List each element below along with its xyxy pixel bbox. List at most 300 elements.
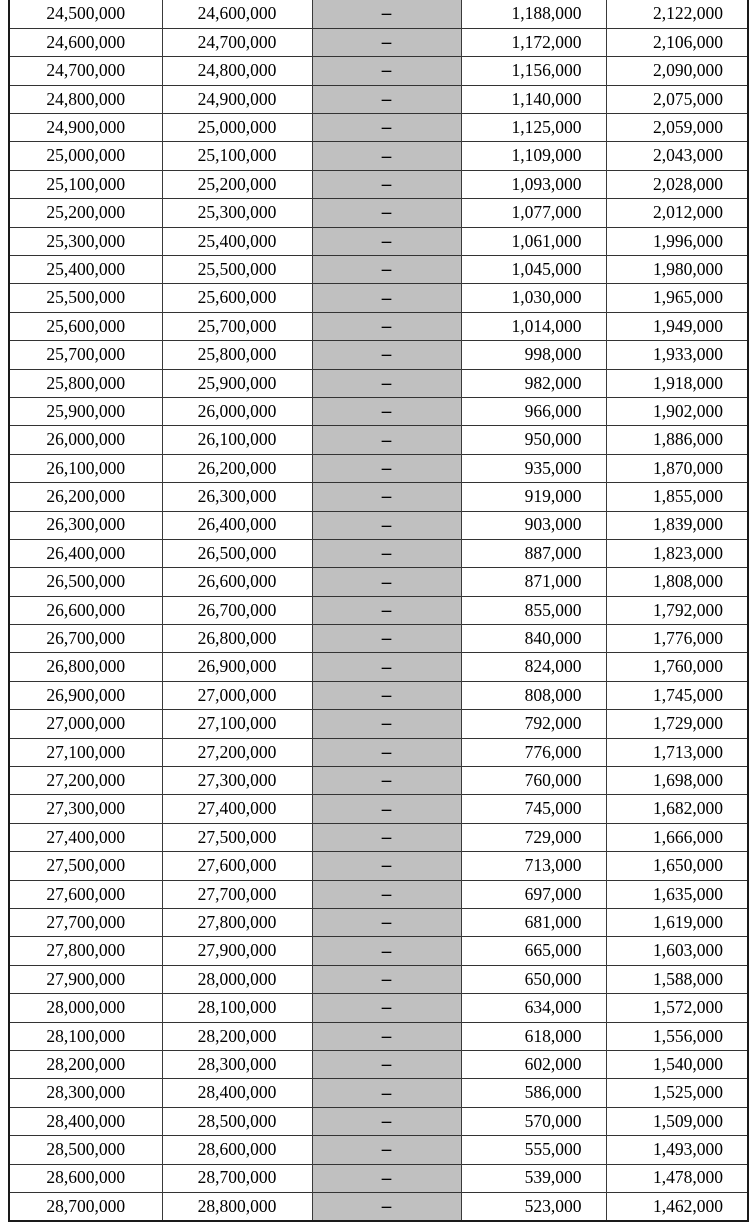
cell-dash: [312, 1164, 461, 1192]
cell-amount-1: 1,125,000: [461, 114, 606, 142]
dash-icon: –: [381, 457, 392, 479]
dash-icon: –: [381, 401, 392, 423]
dash-icon: –: [381, 259, 392, 281]
cell-dash: [312, 568, 461, 596]
cell-over: 25,300,000: [9, 227, 162, 255]
cell-amount-1: 1,045,000: [461, 256, 606, 284]
cell-not-over: 26,300,000: [162, 483, 312, 511]
cell-over: 26,600,000: [9, 596, 162, 624]
cell-amount-2: 1,808,000: [606, 568, 748, 596]
cell-over: 27,000,000: [9, 710, 162, 738]
dash-icon: –: [381, 827, 392, 849]
cell-dash: [312, 965, 461, 993]
cell-not-over: 24,800,000: [162, 57, 312, 85]
cell-amount-1: 618,000: [461, 1022, 606, 1050]
cell-not-over: 25,300,000: [162, 199, 312, 227]
cell-dash: [312, 483, 461, 511]
cell-not-over: 27,800,000: [162, 909, 312, 937]
cell-dash: [312, 994, 461, 1022]
cell-amount-1: 586,000: [461, 1079, 606, 1107]
dash-icon: –: [381, 486, 392, 508]
table-row: [9, 284, 748, 312]
cell-not-over: 27,500,000: [162, 823, 312, 851]
cell-amount-1: 966,000: [461, 397, 606, 425]
table-row: [9, 738, 748, 766]
cell-amount-2: 1,572,000: [606, 994, 748, 1022]
cell-dash: [312, 681, 461, 709]
cell-dash: [312, 227, 461, 255]
cell-not-over: 26,000,000: [162, 397, 312, 425]
cell-not-over: 28,000,000: [162, 965, 312, 993]
cell-not-over: 27,700,000: [162, 880, 312, 908]
cell-not-over: 25,500,000: [162, 256, 312, 284]
cell-not-over: 28,500,000: [162, 1107, 312, 1135]
table-row: [9, 114, 748, 142]
table-row: [9, 1107, 748, 1135]
cell-over: 28,700,000: [9, 1192, 162, 1220]
cell-over: 26,900,000: [9, 681, 162, 709]
table-row: [9, 823, 748, 851]
cell-amount-2: 1,870,000: [606, 454, 748, 482]
tax-rate-schedule-table: [8, 0, 749, 1222]
cell-dash: [312, 114, 461, 142]
cell-not-over: 26,600,000: [162, 568, 312, 596]
cell-not-over: 25,000,000: [162, 114, 312, 142]
cell-amount-1: 903,000: [461, 511, 606, 539]
dash-icon: –: [381, 230, 392, 252]
cell-over: 24,900,000: [9, 114, 162, 142]
cell-dash: [312, 170, 461, 198]
cell-amount-2: 1,682,000: [606, 795, 748, 823]
cell-over: 25,200,000: [9, 199, 162, 227]
cell-amount-2: 1,635,000: [606, 880, 748, 908]
cell-amount-2: 1,666,000: [606, 823, 748, 851]
cell-amount-2: 1,462,000: [606, 1192, 748, 1220]
dash-icon: –: [381, 713, 392, 735]
dash-icon: –: [381, 770, 392, 792]
cell-over: 28,300,000: [9, 1079, 162, 1107]
cell-dash: [312, 142, 461, 170]
cell-dash: [312, 852, 461, 880]
cell-amount-1: 713,000: [461, 852, 606, 880]
cell-amount-1: 1,093,000: [461, 170, 606, 198]
dash-icon: –: [381, 60, 392, 82]
cell-dash: [312, 0, 461, 28]
cell-amount-2: 1,902,000: [606, 397, 748, 425]
cell-not-over: 27,000,000: [162, 681, 312, 709]
cell-over: 26,100,000: [9, 454, 162, 482]
cell-not-over: 25,100,000: [162, 142, 312, 170]
table-row: [9, 397, 748, 425]
table-row: [9, 199, 748, 227]
dash-icon: –: [381, 514, 392, 536]
cell-dash: [312, 1107, 461, 1135]
cell-dash: [312, 653, 461, 681]
cell-over: 27,100,000: [9, 738, 162, 766]
cell-over: 28,500,000: [9, 1136, 162, 1164]
cell-dash: [312, 767, 461, 795]
cell-amount-2: 1,980,000: [606, 256, 748, 284]
table-row: [9, 483, 748, 511]
cell-over: 27,600,000: [9, 880, 162, 908]
cell-over: 25,000,000: [9, 142, 162, 170]
cell-amount-1: 697,000: [461, 880, 606, 908]
table-row: [9, 653, 748, 681]
cell-amount-1: 824,000: [461, 653, 606, 681]
cell-dash: [312, 85, 461, 113]
cell-over: 28,400,000: [9, 1107, 162, 1135]
cell-amount-1: 602,000: [461, 1050, 606, 1078]
dash-icon: –: [381, 1167, 392, 1189]
table-row: [9, 227, 748, 255]
cell-over: 25,700,000: [9, 341, 162, 369]
table-row: [9, 369, 748, 397]
cell-not-over: 26,500,000: [162, 539, 312, 567]
cell-not-over: 28,600,000: [162, 1136, 312, 1164]
cell-not-over: 25,600,000: [162, 284, 312, 312]
cell-dash: [312, 57, 461, 85]
cell-amount-2: 1,886,000: [606, 426, 748, 454]
cell-not-over: 27,600,000: [162, 852, 312, 880]
cell-dash: [312, 738, 461, 766]
cell-dash: [312, 937, 461, 965]
dash-icon: –: [381, 599, 392, 621]
table-row: [9, 312, 748, 340]
dash-icon: –: [381, 174, 392, 196]
table-row: [9, 568, 748, 596]
dash-icon: –: [381, 912, 392, 934]
cell-dash: [312, 369, 461, 397]
cell-amount-2: 1,698,000: [606, 767, 748, 795]
cell-over: 26,700,000: [9, 625, 162, 653]
cell-amount-1: 570,000: [461, 1107, 606, 1135]
table-row: [9, 1192, 748, 1220]
cell-amount-1: 982,000: [461, 369, 606, 397]
table-row: [9, 880, 748, 908]
table-row: [9, 1022, 748, 1050]
cell-not-over: 28,800,000: [162, 1192, 312, 1220]
cell-amount-2: 1,776,000: [606, 625, 748, 653]
dash-icon: –: [381, 883, 392, 905]
cell-dash: [312, 795, 461, 823]
dash-icon: –: [381, 997, 392, 1019]
cell-amount-2: 2,090,000: [606, 57, 748, 85]
dash-icon: –: [381, 315, 392, 337]
cell-not-over: 24,700,000: [162, 28, 312, 56]
table-row: [9, 0, 748, 28]
dash-icon: –: [381, 145, 392, 167]
table-row: [9, 596, 748, 624]
cell-not-over: 25,800,000: [162, 341, 312, 369]
cell-over: 24,700,000: [9, 57, 162, 85]
cell-over: 27,700,000: [9, 909, 162, 937]
cell-not-over: 25,200,000: [162, 170, 312, 198]
cell-over: 26,500,000: [9, 568, 162, 596]
table-row: [9, 965, 748, 993]
cell-not-over: 26,800,000: [162, 625, 312, 653]
dash-icon: –: [381, 685, 392, 707]
cell-over: 25,400,000: [9, 256, 162, 284]
cell-amount-1: 760,000: [461, 767, 606, 795]
table-row: [9, 28, 748, 56]
cell-not-over: 28,400,000: [162, 1079, 312, 1107]
cell-not-over: 28,700,000: [162, 1164, 312, 1192]
table-row: [9, 511, 748, 539]
cell-amount-2: 2,122,000: [606, 0, 748, 28]
cell-dash: [312, 28, 461, 56]
cell-not-over: 25,900,000: [162, 369, 312, 397]
table-row: [9, 937, 748, 965]
dash-icon: –: [381, 571, 392, 593]
cell-amount-2: 2,012,000: [606, 199, 748, 227]
cell-amount-1: 1,077,000: [461, 199, 606, 227]
cell-amount-1: 998,000: [461, 341, 606, 369]
cell-over: 26,300,000: [9, 511, 162, 539]
dash-icon: –: [381, 1082, 392, 1104]
cell-amount-2: 2,075,000: [606, 85, 748, 113]
cell-not-over: 28,100,000: [162, 994, 312, 1022]
table-row: [9, 852, 748, 880]
cell-dash: [312, 1079, 461, 1107]
cell-amount-1: 792,000: [461, 710, 606, 738]
cell-over: 25,100,000: [9, 170, 162, 198]
cell-amount-1: 871,000: [461, 568, 606, 596]
cell-dash: [312, 625, 461, 653]
table-row: [9, 994, 748, 1022]
cell-over: 27,500,000: [9, 852, 162, 880]
cell-amount-1: 1,030,000: [461, 284, 606, 312]
cell-over: 27,300,000: [9, 795, 162, 823]
cell-amount-1: 919,000: [461, 483, 606, 511]
table-row: [9, 710, 748, 738]
cell-amount-1: 1,014,000: [461, 312, 606, 340]
cell-over: 24,500,000: [46, 3, 126, 24]
cell-not-over: 27,200,000: [162, 738, 312, 766]
table-row: [9, 170, 748, 198]
cell-amount-1: 855,000: [461, 596, 606, 624]
table-row: [9, 454, 748, 482]
cell-not-over: 24,600,000: [162, 0, 312, 28]
cell-amount-1: 808,000: [461, 681, 606, 709]
dash-icon: –: [381, 202, 392, 224]
dash-icon: –: [381, 287, 392, 309]
table-row: [9, 142, 748, 170]
cell-over: 26,800,000: [9, 653, 162, 681]
cell-over: 28,200,000: [9, 1050, 162, 1078]
cell-amount-1: 555,000: [461, 1136, 606, 1164]
cell-over: 26,200,000: [9, 483, 162, 511]
cell-amount-2: 1,760,000: [606, 653, 748, 681]
table-row: [9, 341, 748, 369]
cell-over: 28,600,000: [9, 1164, 162, 1192]
cell-not-over: 25,400,000: [162, 227, 312, 255]
cell-over: 28,000,000: [9, 994, 162, 1022]
cell-amount-1: 840,000: [461, 625, 606, 653]
cell-amount-2: 1,855,000: [606, 483, 748, 511]
cell-amount-1: 950,000: [461, 426, 606, 454]
cell-amount-2: 1,729,000: [606, 710, 748, 738]
cell-amount-1: 1,061,000: [461, 227, 606, 255]
table-row: [9, 256, 748, 284]
dash-icon: –: [381, 968, 392, 990]
dash-icon: –: [381, 88, 392, 110]
cell-amount-1: 539,000: [461, 1164, 606, 1192]
cell-dash: [312, 596, 461, 624]
table-body: [9, 0, 748, 1221]
cell-over: 25,500,000: [9, 284, 162, 312]
table-row: [9, 795, 748, 823]
cell-amount-1: 745,000: [461, 795, 606, 823]
dash-icon: –: [381, 741, 392, 763]
dash-icon: –: [381, 1110, 392, 1132]
dash-icon: –: [381, 372, 392, 394]
cell-amount-1: 650,000: [461, 965, 606, 993]
cell-not-over: 26,900,000: [162, 653, 312, 681]
cell-amount-2: 1,619,000: [606, 909, 748, 937]
dash-icon: –: [381, 1195, 392, 1217]
dash-icon: –: [381, 855, 392, 877]
cell-amount-2: 1,509,000: [606, 1107, 748, 1135]
table-row: [9, 767, 748, 795]
cell-amount-2: 1,839,000: [606, 511, 748, 539]
cell-dash: [312, 1192, 461, 1220]
dash-icon: –: [381, 117, 392, 139]
cell-amount-2: 2,059,000: [606, 114, 748, 142]
cell-amount-1: 665,000: [461, 937, 606, 965]
cell-not-over: 26,100,000: [162, 426, 312, 454]
table-row: [9, 57, 748, 85]
cell-amount-2: 1,996,000: [606, 227, 748, 255]
cell-amount-1: 1,109,000: [461, 142, 606, 170]
table-row: [9, 1136, 748, 1164]
dash-icon: –: [381, 1025, 392, 1047]
cell-over: 27,400,000: [9, 823, 162, 851]
cell-amount-2: 1,745,000: [606, 681, 748, 709]
cell-amount-1: 634,000: [461, 994, 606, 1022]
cell-over: 26,000,000: [9, 426, 162, 454]
cell-not-over: 27,400,000: [162, 795, 312, 823]
cell-amount-2: 1,823,000: [606, 539, 748, 567]
dash-icon: –: [381, 628, 392, 650]
cell-not-over: 27,900,000: [162, 937, 312, 965]
cell-amount-2: 2,106,000: [606, 28, 748, 56]
table-container: [8, 0, 747, 1222]
cell-amount-1: 776,000: [461, 738, 606, 766]
cell-over: 24,600,000: [9, 28, 162, 56]
cell-amount-1: 1,140,000: [461, 85, 606, 113]
cell-dash: [312, 256, 461, 284]
dash-icon: –: [381, 429, 392, 451]
table-row: [9, 1164, 748, 1192]
cell-dash: [312, 539, 461, 567]
cell-amount-1: 523,000: [461, 1192, 606, 1220]
dash-icon: –: [381, 1139, 392, 1161]
cell-amount-2: 1,588,000: [606, 965, 748, 993]
cell-amount-2: 1,603,000: [606, 937, 748, 965]
cell-not-over: 27,300,000: [162, 767, 312, 795]
cell-amount-2: 1,792,000: [606, 596, 748, 624]
cell-dash: [312, 284, 461, 312]
cell-amount-2: 1,918,000: [606, 369, 748, 397]
cell-amount-1: 1,172,000: [461, 28, 606, 56]
cell-not-over: 26,200,000: [162, 454, 312, 482]
cell-dash: [312, 511, 461, 539]
cell-not-over: 25,700,000: [162, 312, 312, 340]
cell-amount-2: 1,713,000: [606, 738, 748, 766]
dash-icon: –: [381, 940, 392, 962]
cell-amount-2: 2,043,000: [606, 142, 748, 170]
cell-amount-1: 887,000: [461, 539, 606, 567]
cell-dash: [312, 312, 461, 340]
cell-over: 27,200,000: [9, 767, 162, 795]
cell-amount-2: 1,949,000: [606, 312, 748, 340]
cell-amount-1: 1,156,000: [461, 57, 606, 85]
table-row: [9, 426, 748, 454]
table-row: [9, 625, 748, 653]
dash-icon: –: [381, 344, 392, 366]
cell-not-over: 28,200,000: [162, 1022, 312, 1050]
cell-dash: [312, 1136, 461, 1164]
cell-dash: [312, 397, 461, 425]
cell-over: 25,600,000: [9, 312, 162, 340]
cell-dash: [312, 426, 461, 454]
dash-icon: –: [381, 543, 392, 565]
cell-amount-2: 2,028,000: [606, 170, 748, 198]
cell-not-over: 26,700,000: [162, 596, 312, 624]
cell-over: 28,100,000: [9, 1022, 162, 1050]
cell-over: 25,800,000: [9, 369, 162, 397]
cell-over: 27,900,000: [9, 965, 162, 993]
cell-over: 26,400,000: [9, 539, 162, 567]
cell-amount-1: 729,000: [461, 823, 606, 851]
dash-icon: –: [381, 32, 392, 54]
cell-not-over: 28,300,000: [162, 1050, 312, 1078]
dash-icon: –: [381, 798, 392, 820]
cell-amount-1: 681,000: [461, 909, 606, 937]
cell-dash: [312, 199, 461, 227]
cell-dash: [312, 880, 461, 908]
cell-dash: [312, 1050, 461, 1078]
cell-dash: [312, 909, 461, 937]
cell-over: 27,800,000: [9, 937, 162, 965]
cell-not-over: 26,400,000: [162, 511, 312, 539]
table-row: [9, 539, 748, 567]
cell-over: 25,900,000: [9, 397, 162, 425]
table-row: [9, 681, 748, 709]
cell-amount-1: 935,000: [461, 454, 606, 482]
cell-amount-1: 1,188,000: [461, 0, 606, 28]
cell-amount-2: 1,933,000: [606, 341, 748, 369]
cell-dash: [312, 1022, 461, 1050]
dash-icon: –: [381, 3, 392, 25]
dash-icon: –: [381, 1054, 392, 1076]
table-row: [9, 85, 748, 113]
cell-amount-2: 1,540,000: [606, 1050, 748, 1078]
cell-dash: [312, 710, 461, 738]
cell-amount-2: 1,650,000: [606, 852, 748, 880]
cell-amount-2: 1,965,000: [606, 284, 748, 312]
cell-amount-2: 1,493,000: [606, 1136, 748, 1164]
table-row: [9, 909, 748, 937]
cell-amount-2: 1,478,000: [606, 1164, 748, 1192]
cell-amount-2: 1,556,000: [606, 1022, 748, 1050]
cell-amount-2: 1,525,000: [606, 1079, 748, 1107]
cell-dash: [312, 341, 461, 369]
cell-not-over: 27,100,000: [162, 710, 312, 738]
cell-over: 24,800,000: [9, 85, 162, 113]
table-row: [9, 1079, 748, 1107]
dash-icon: –: [381, 656, 392, 678]
